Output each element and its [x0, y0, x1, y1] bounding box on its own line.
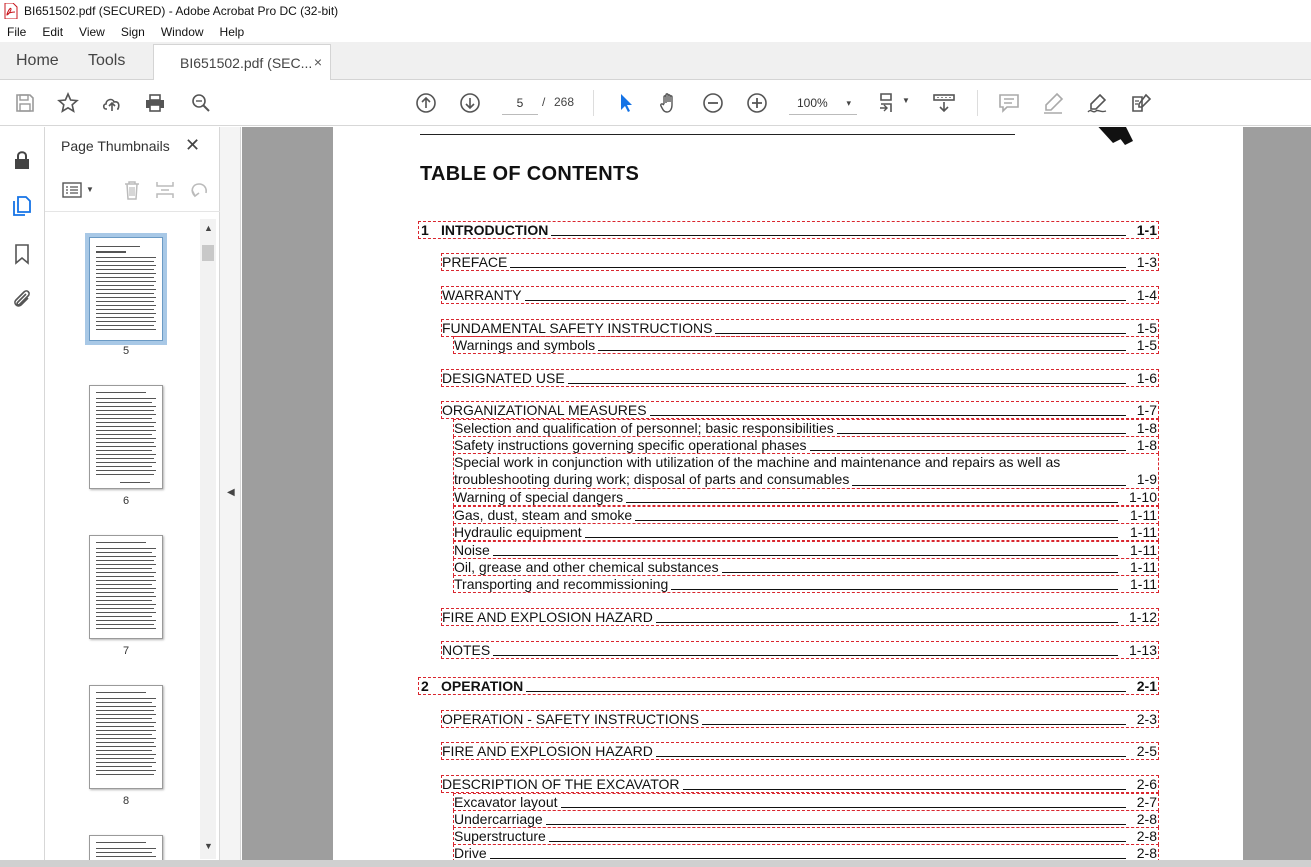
thumbnail-list — [45, 219, 200, 865]
toc-leader-line — [446, 300, 1126, 301]
toc-leader-line — [458, 824, 1126, 825]
toc-page-number: 2-1 — [1136, 678, 1157, 694]
acrobat-pdf-icon — [4, 3, 18, 19]
print-icon[interactable] — [143, 91, 167, 115]
toc-entry-link[interactable] — [441, 401, 1159, 419]
toc-page-number: 1-4 — [1136, 287, 1157, 303]
toc-entry-link[interactable] — [453, 810, 1159, 828]
toc-page-number: 1-5 — [1136, 320, 1157, 336]
sign-pen-icon[interactable] — [1085, 91, 1109, 115]
toc-entry-title-continued: troubleshooting during work; disposal of parts and consumables — [454, 471, 852, 487]
toc-leader-line — [458, 858, 1126, 859]
rotate-page-icon[interactable] — [186, 179, 212, 201]
fit-page-caret-icon[interactable]: ▼ — [902, 96, 910, 105]
chevron-down-icon: ▾ — [846, 98, 851, 108]
thumbnail-options-icon[interactable] — [59, 179, 85, 201]
toc-page-number: 2-6 — [1136, 776, 1157, 792]
toc-page-number: 1-8 — [1136, 420, 1157, 436]
title-bar — [0, 0, 1311, 22]
tab-bar — [0, 42, 1311, 80]
toc-page-number: 1-5 — [1136, 337, 1157, 353]
toc-entry-title: Gas, dust, steam and smoke — [454, 507, 635, 523]
toc-leader-line — [445, 691, 1126, 692]
toc-entry-link[interactable] — [441, 369, 1159, 387]
lock-icon[interactable] — [10, 148, 34, 172]
brand-logo-mark — [1093, 127, 1153, 151]
header-rule — [420, 134, 1015, 135]
toc-page-number: 2-3 — [1136, 711, 1157, 727]
menu-view[interactable]: View — [79, 25, 105, 39]
menu-file[interactable]: File — [7, 25, 27, 39]
panel-title: Page Thumbnails — [61, 138, 170, 154]
menu-window[interactable]: Window — [160, 25, 204, 39]
toc-leader-line — [458, 555, 1118, 556]
toc-entry-link[interactable] — [441, 775, 1159, 793]
window-title: BI651502.pdf (SECURED) - Adobe Acrobat Pro DC (32-bit) — [24, 4, 339, 18]
toc-entry-title: OPERATION - SAFETY INSTRUCTIONS — [442, 711, 702, 727]
scrollbar-thumb[interactable] — [202, 245, 214, 261]
select-cursor-icon[interactable] — [613, 91, 637, 115]
toc-entry-link[interactable] — [418, 677, 1159, 695]
toc-entry-link[interactable] — [453, 506, 1159, 524]
toc-entry-link[interactable] — [453, 336, 1159, 354]
left-rail — [0, 127, 45, 867]
toc-page-number: 2-8 — [1136, 811, 1157, 827]
zoom-value: 100% — [797, 96, 828, 110]
toc-page-number: 1-11 — [1130, 559, 1157, 575]
toc-entry-title: DESCRIPTION OF THE EXCAVATOR — [442, 776, 683, 792]
toc-page-number: 1-9 — [1136, 471, 1157, 487]
toc-page-number: 1-11 — [1130, 576, 1157, 592]
toc-entry-title: Noise — [454, 542, 493, 558]
page-total: 268 — [554, 95, 575, 109]
menu-help[interactable]: Help — [219, 25, 245, 39]
thumbnail-scrollbar[interactable] — [200, 219, 216, 859]
toolbar-divider — [593, 90, 594, 116]
toc-entry-title: Hydraulic equipment — [454, 524, 585, 540]
cloud-upload-icon[interactable] — [100, 91, 124, 115]
panel-collapse-strip[interactable] — [220, 127, 241, 867]
page-thumbnail[interactable] — [89, 237, 163, 341]
toc-entry-title: OPERATION — [441, 678, 526, 694]
toc-entry-link[interactable] — [418, 221, 1159, 239]
save-icon[interactable] — [13, 91, 37, 115]
toc-entry-title: Superstructure — [454, 828, 549, 844]
toc-page-number: 2-8 — [1136, 845, 1157, 860]
toc-page-number: 1-6 — [1136, 370, 1157, 386]
bookmark-star-icon[interactable] — [56, 91, 80, 115]
toc-page-number: 1-3 — [1136, 254, 1157, 270]
close-panel-icon[interactable]: ✕ — [185, 135, 201, 155]
menu-sign[interactable]: Sign — [120, 25, 145, 39]
toc-entry-title: Undercarriage — [454, 811, 546, 827]
toc-entry-title: Oil, grease and other chemical substances — [454, 559, 722, 575]
toc-entry-link[interactable] — [453, 793, 1159, 811]
toc-entry-link[interactable] — [453, 523, 1159, 541]
zoom-search-icon[interactable] — [189, 91, 213, 115]
tab-tools[interactable]: Tools — [88, 52, 126, 69]
tab-document[interactable] — [153, 44, 331, 81]
zoom-out-icon[interactable] — [701, 91, 725, 115]
scroll-down-icon[interactable]: ▼ — [204, 841, 213, 851]
toc-entry-title: PREFACE — [442, 254, 510, 270]
document-viewer[interactable] — [242, 127, 1311, 860]
close-tab-icon[interactable]: × — [313, 54, 322, 70]
pdf-page — [333, 127, 1243, 860]
toc-entry-title: Warnings and symbols — [454, 337, 598, 353]
collapse-panel-icon[interactable]: ◀ — [227, 487, 235, 498]
thumbnail-page-number: 6 — [122, 495, 130, 507]
toc-entry-link[interactable] — [453, 419, 1159, 437]
toc-entry-link[interactable] — [441, 253, 1159, 271]
page-thumbnails-panel — [45, 127, 220, 867]
toc-entry-link[interactable] — [441, 286, 1159, 304]
fit-page-icon[interactable] — [876, 91, 900, 115]
toc-entry-link[interactable] — [441, 710, 1159, 728]
toc-chapter-number: 2 — [421, 678, 429, 694]
toc-entry-title: FUNDAMENTAL SAFETY INSTRUCTIONS — [442, 320, 715, 336]
toc-entry-title: WARRANTY — [442, 287, 525, 303]
toc-entry-title: Special work in conjunction with utilization of the machine and maintenance and repairs as well as — [454, 454, 1063, 470]
toc-chapter-number: 1 — [421, 222, 429, 238]
toc-page-number: 1-12 — [1128, 609, 1157, 625]
toc-page-number: 1-7 — [1136, 402, 1157, 418]
toc-entry-link[interactable] — [453, 827, 1159, 845]
page-number-input[interactable] — [502, 91, 538, 115]
thumbnail-options-caret-icon[interactable]: ▼ — [86, 185, 94, 194]
toc-page-number: 1-13 — [1128, 642, 1157, 658]
toc-entry-title: Excavator layout — [454, 794, 561, 810]
toc-leader-line — [446, 267, 1126, 268]
toc-page-number: 1-11 — [1130, 507, 1157, 523]
toc-entry-link[interactable] — [453, 453, 1159, 489]
thumbnail-page-number: 5 — [122, 345, 130, 357]
page-separator: / — [542, 95, 546, 109]
page-thumbnail[interactable] — [89, 535, 163, 639]
toc-entry-title: ORGANIZATIONAL MEASURES — [442, 402, 650, 418]
toc-entry-link[interactable] — [441, 319, 1159, 337]
toc-leader-line — [446, 655, 1118, 656]
zoom-select[interactable] — [789, 91, 857, 115]
attachments-icon[interactable] — [10, 287, 34, 311]
thumbnail-page-number: 8 — [122, 795, 130, 807]
toc-page-number: 1-10 — [1128, 489, 1157, 505]
thumbnail-page-number: 7 — [122, 645, 130, 657]
toc-page-number: 2-7 — [1136, 794, 1157, 810]
toc-entry-title: FIRE AND EXPLOSION HAZARD — [442, 743, 656, 759]
toc-entry-title: Selection and qualification of personnel; basic responsibilities — [454, 420, 837, 436]
page-thumbnail[interactable] — [89, 385, 163, 489]
toc-entry-link[interactable] — [453, 558, 1159, 576]
hand-tool-icon[interactable] — [657, 91, 681, 115]
toc-page-number: 2-8 — [1136, 828, 1157, 844]
toc-heading: TABLE OF CONTENTS — [420, 163, 640, 185]
menu-edit[interactable]: Edit — [42, 25, 64, 39]
toc-entry-title: NOTES — [442, 642, 493, 658]
toc-entry-link[interactable] — [453, 436, 1159, 454]
toc-entry-link[interactable] — [441, 608, 1159, 626]
toc-entry-title: Warning of special dangers — [454, 489, 626, 505]
bottom-edge — [0, 860, 1311, 867]
zoom-in-icon[interactable] — [745, 91, 769, 115]
toc-page-number: 2-5 — [1136, 743, 1157, 759]
toc-entry-title: Transporting and recommissioning — [454, 576, 671, 592]
toc-entry-title: Safety instructions governing specific operational phases — [454, 437, 810, 453]
next-page-icon[interactable] — [458, 91, 482, 115]
scroll-up-icon[interactable]: ▲ — [204, 223, 213, 233]
previous-page-icon[interactable] — [414, 91, 438, 115]
toc-entry-title: DESIGNATED USE — [442, 370, 568, 386]
toc-entry-title: FIRE AND EXPLOSION HAZARD — [442, 609, 656, 625]
toc-leader-line — [458, 841, 1126, 842]
toc-entry-link[interactable] — [453, 488, 1159, 506]
bookmarks-icon[interactable] — [10, 242, 34, 266]
toc-entry-link[interactable] — [453, 575, 1159, 593]
delete-pages-icon[interactable] — [119, 179, 145, 201]
toc-page-number: 1-11 — [1130, 524, 1157, 540]
toc-entry-link[interactable] — [453, 844, 1159, 860]
toc-entry-link[interactable] — [441, 742, 1159, 760]
scroll-mode-icon[interactable] — [932, 91, 956, 115]
main-toolbar — [0, 80, 1311, 126]
toc-page-number: 1-11 — [1130, 542, 1157, 558]
toc-entry-link[interactable] — [441, 641, 1159, 659]
toc-page-number: 1-1 — [1136, 222, 1157, 238]
page-thumbnails-icon[interactable] — [10, 194, 34, 218]
tab-document-label: BI651502.pdf (SEC... — [180, 55, 313, 71]
comment-icon[interactable] — [997, 91, 1021, 115]
insert-pages-icon[interactable] — [152, 179, 178, 201]
toc-entry-title: INTRODUCTION — [441, 222, 551, 238]
highlight-pen-icon[interactable] — [1041, 91, 1065, 115]
tab-home[interactable]: Home — [16, 52, 59, 69]
toolbar-divider — [977, 90, 978, 116]
page-thumbnail[interactable] — [89, 685, 163, 789]
toc-entry-link[interactable] — [453, 541, 1159, 559]
edit-pdf-icon[interactable] — [1129, 91, 1153, 115]
toc-page-number: 1-8 — [1136, 437, 1157, 453]
panel-divider — [45, 211, 220, 212]
toc-entry-title: Drive — [454, 845, 490, 860]
menu-bar — [0, 22, 1311, 42]
